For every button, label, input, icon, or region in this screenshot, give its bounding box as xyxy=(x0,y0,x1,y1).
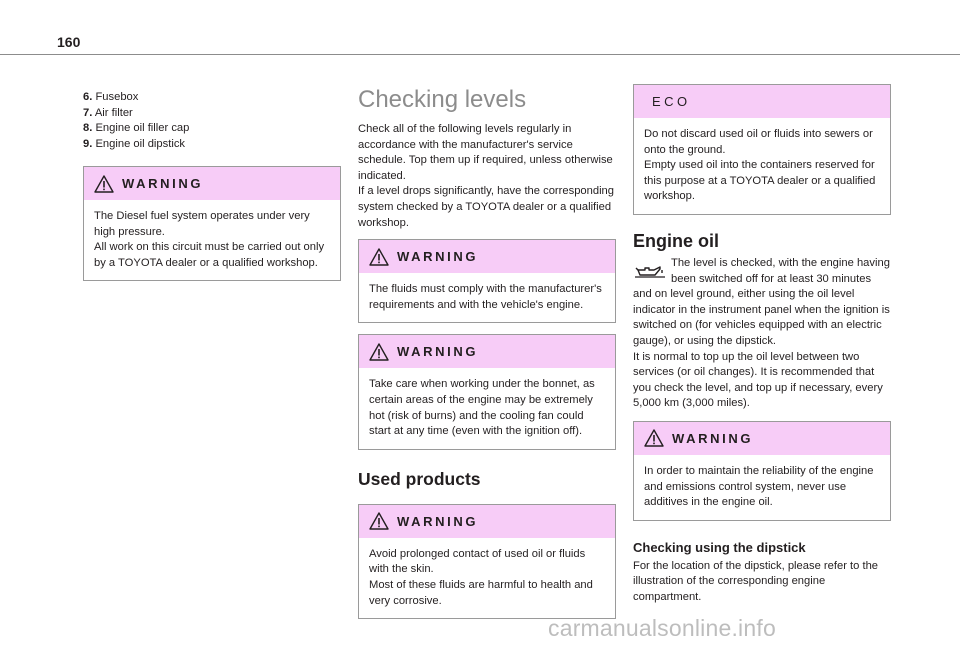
warning-box-diesel xyxy=(83,166,341,281)
warning-box-additives xyxy=(633,421,891,521)
list-item: 7. Air filter xyxy=(83,106,133,119)
warning-header xyxy=(359,505,615,538)
section-heading-used-products: Used products xyxy=(358,468,481,489)
warning-header xyxy=(634,422,890,455)
left-column xyxy=(83,90,341,281)
list-item: 6. Fusebox xyxy=(83,91,139,103)
warning-header xyxy=(84,167,340,200)
list-item: 9. Engine oil dipstick xyxy=(83,137,186,150)
warning-text: The Diesel fuel system operates under very high pressure. All work on this circuit must be carried out only by a TOYOTA dealer or a qualified workshop. xyxy=(94,210,325,269)
warning-box-used-oil xyxy=(358,504,616,619)
warning-text: Take care when working under the bonnet, as certain areas of the engine may be extremely hot (risk of burns) and the cooling fan could start at any time (even with the ignition off). xyxy=(369,378,595,438)
list-item: 8. Engine oil filler cap xyxy=(83,122,190,134)
warning-box-bonnet xyxy=(358,334,616,449)
header-rule xyxy=(0,54,960,55)
warning-title: WARNING xyxy=(672,430,754,446)
page-number: 160 xyxy=(57,34,81,50)
engine-oil-text: The level is checked, with the engine having been switched off for at least 30 minutes and on level ground, either using the oil level indicator in the instrument panel when the ignition is switched on (for vehicles equipped with an electric gauge), or using the dipstick. It is normal to top up the oil level between two services (or oil changes). It is recommended that you check the level, and top up if necessary, every 5,000 km (3,000 miles). xyxy=(633,256,890,410)
component-list xyxy=(83,90,341,152)
warning-triangle-icon xyxy=(644,429,664,447)
warning-title: WARNING xyxy=(122,176,204,191)
intro-text: Check all of the following levels regularly in accordance with the manufacturer's service schedule. Top them up if required, unless otherwise indicated. If a level drops significantly, have the corresponding system checked by a TOYOTA dealer or a qualified workshop. xyxy=(358,123,615,229)
watermark: carmanualsonline.info xyxy=(548,615,776,641)
subheading-dipstick: Checking using the dipstick xyxy=(633,539,806,555)
eco-box xyxy=(633,84,891,215)
dipstick-text: For the location of the dipstick, please refer to the illustration of the corresponding engine compartment. xyxy=(633,559,879,603)
warning-title: WARNING xyxy=(397,249,479,265)
warning-triangle-icon xyxy=(369,343,389,361)
right-column xyxy=(633,84,891,605)
eco-title: ECO xyxy=(652,94,691,109)
warning-triangle-icon xyxy=(369,512,389,530)
warning-header xyxy=(359,335,615,368)
warning-title: WARNING xyxy=(397,513,479,529)
warning-header xyxy=(359,240,615,273)
warning-text: Avoid prolonged contact of used oil or fluids with the skin. Most of these fluids are harmful to health and very corrosive. xyxy=(369,547,593,607)
section-heading-engine-oil: Engine oil xyxy=(633,230,720,251)
warning-title: WARNING xyxy=(397,344,479,360)
warning-triangle-icon xyxy=(369,248,389,266)
section-heading-checking-levels: Checking levels xyxy=(358,86,527,113)
warning-text: The fluids must comply with the manufacturer's requirements and with the vehicle's engine. xyxy=(369,283,602,311)
warning-box-fluids xyxy=(358,239,616,323)
warning-triangle-icon xyxy=(94,175,114,193)
eco-text: Do not discard used oil or fluids into sewers or onto the ground. Empty used oil into the containers reserved for this purpose at a TOYOTA dealer or a qualified workshop. xyxy=(644,128,876,203)
oil-can-icon xyxy=(635,263,665,279)
middle-column xyxy=(358,86,616,619)
eco-header xyxy=(634,85,890,118)
warning-text: In order to maintain the reliability of the engine and emissions control system, never use additives in the engine oil. xyxy=(644,464,874,509)
